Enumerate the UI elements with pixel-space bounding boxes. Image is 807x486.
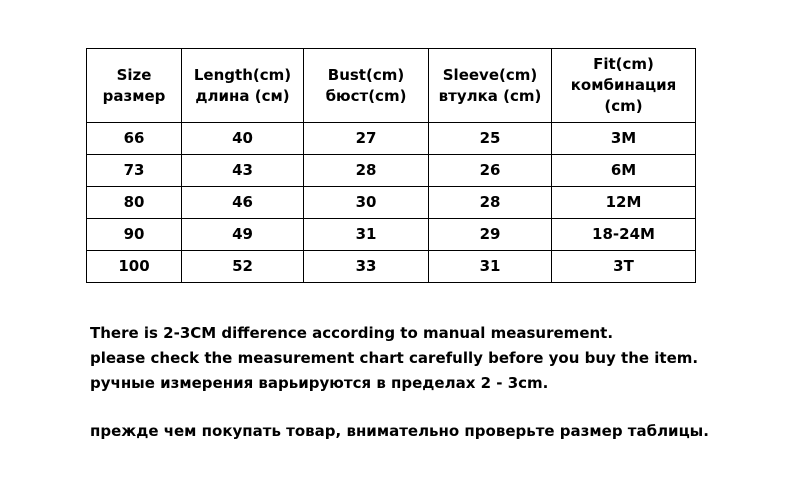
note-check-chart-ru: прежде чем покупать товар, внимательно проверьте размер таблицы. bbox=[90, 422, 709, 440]
header-size: Size размер bbox=[87, 49, 182, 123]
cell-length: 40 bbox=[182, 123, 304, 155]
cell-fit: 6M bbox=[552, 155, 696, 187]
cell-fit: 12M bbox=[552, 187, 696, 219]
cell-size: 73 bbox=[87, 155, 182, 187]
cell-sleeve: 26 bbox=[429, 155, 552, 187]
cell-size: 66 bbox=[87, 123, 182, 155]
cell-bust: 28 bbox=[304, 155, 429, 187]
cell-fit: 3M bbox=[552, 123, 696, 155]
cell-length: 46 bbox=[182, 187, 304, 219]
cell-bust: 33 bbox=[304, 251, 429, 283]
cell-sleeve: 29 bbox=[429, 219, 552, 251]
table-row bbox=[87, 251, 696, 283]
cell-sleeve: 25 bbox=[429, 123, 552, 155]
cell-size: 90 bbox=[87, 219, 182, 251]
note-difference-en: There is 2-3CM difference according to manual measurement. bbox=[90, 324, 614, 342]
table-row bbox=[87, 187, 696, 219]
cell-fit: 18-24M bbox=[552, 219, 696, 251]
cell-sleeve: 31 bbox=[429, 251, 552, 283]
cell-length: 52 bbox=[182, 251, 304, 283]
header-fit: Fit(cm) комбинация (cm) bbox=[552, 49, 696, 123]
size-chart-body bbox=[87, 123, 696, 283]
table-row bbox=[87, 123, 696, 155]
cell-fit: 3T bbox=[552, 251, 696, 283]
measurement-notes bbox=[90, 321, 790, 444]
note-difference-ru: ручные измерения варьируются в пределах 2 - 3cm. bbox=[90, 374, 549, 392]
cell-sleeve: 28 bbox=[429, 187, 552, 219]
note-check-chart-en: please check the measurement chart carefully before you buy the item. bbox=[90, 349, 699, 367]
table-row bbox=[87, 155, 696, 187]
size-chart-header bbox=[87, 49, 696, 123]
cell-length: 49 bbox=[182, 219, 304, 251]
notes-spacer bbox=[90, 396, 790, 419]
table-row bbox=[87, 219, 696, 251]
cell-size: 80 bbox=[87, 187, 182, 219]
header-bust: Bust(cm) бюст(cm) bbox=[304, 49, 429, 123]
cell-bust: 31 bbox=[304, 219, 429, 251]
header-sleeve: Sleeve(cm) втулка (cm) bbox=[429, 49, 552, 123]
header-row bbox=[87, 49, 696, 123]
cell-size: 100 bbox=[87, 251, 182, 283]
header-length: Length(cm) длина (см) bbox=[182, 49, 304, 123]
cell-bust: 30 bbox=[304, 187, 429, 219]
cell-bust: 27 bbox=[304, 123, 429, 155]
size-chart-table bbox=[86, 48, 696, 283]
cell-length: 43 bbox=[182, 155, 304, 187]
